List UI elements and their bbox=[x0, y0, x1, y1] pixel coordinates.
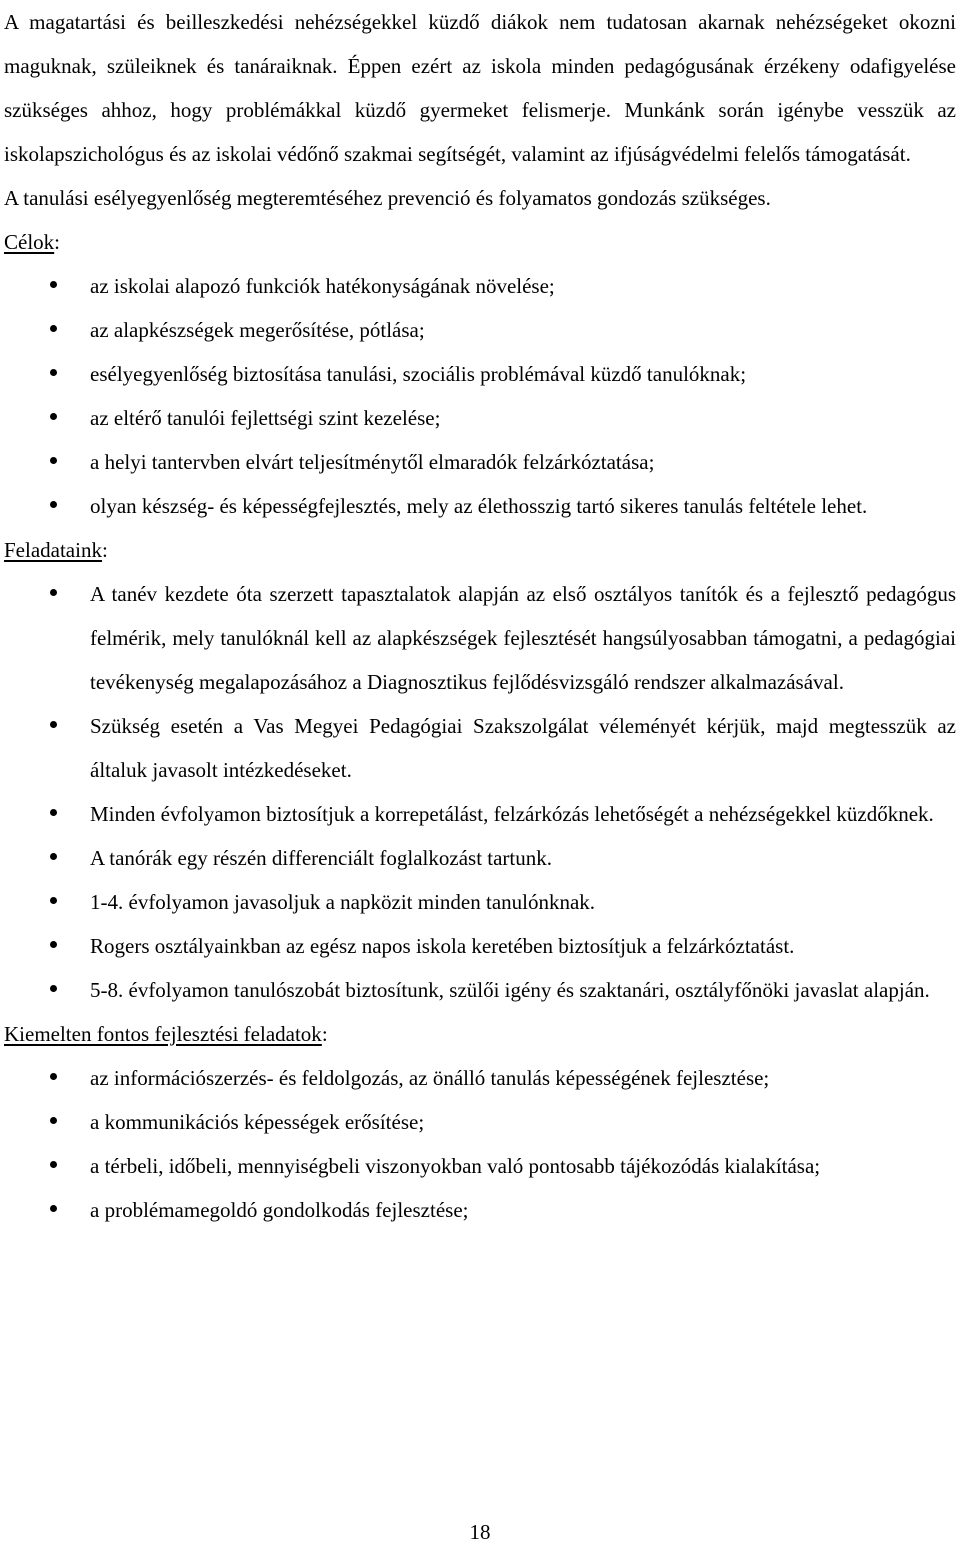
list-item bbox=[4, 836, 956, 880]
list-item bbox=[4, 880, 956, 924]
list-item-text: az iskolai alapozó funkciók hatékonyságának növelése; bbox=[90, 274, 555, 298]
list-item-text: az alapkészségek megerősítése, pótlása; bbox=[90, 318, 425, 342]
list-item-text: esélyegyenlőség biztosítása tanulási, szociális problémával küzdő tanulóknak; bbox=[90, 362, 747, 386]
kiemelt-heading-colon: : bbox=[321, 1022, 328, 1046]
list-item-text: Szükség esetén a Vas Megyei Pedagógiai Szakszolgálat véleményét kérjük, majd megtesszük az általuk javasolt intézkedéseket. bbox=[90, 714, 956, 782]
list-item-text: 1-4. évfolyamon javasoljuk a napközit minden tanulónknak. bbox=[90, 890, 596, 914]
intro-paragraph: A magatartási és beilleszkedési nehézségekkel küzdő diákok nem tudatosan akarnak nehézségeket okozni maguknak, szüleiknek és tanáraiknak. Éppen ezért az iskola minden pedagógusának érzékeny odafigyelése szükséges ahhoz, hogy problémákkal küzdő gyermeket felismerje. Munkánk során igénybe vesszük az iskolapszichológus és az iskolai védőnő szakmai segítségét, valamint az ifjúságvédelmi felelős támogatását. bbox=[4, 10, 956, 166]
bullet-icon bbox=[50, 1073, 57, 1080]
list-item bbox=[4, 308, 956, 352]
intro-paragraph-2: A tanulási esélyegyenlőség megteremtéséhez prevenció és folyamatos gondozás szükséges. bbox=[4, 186, 771, 210]
bullet-icon bbox=[50, 457, 57, 464]
list-item bbox=[4, 1100, 956, 1144]
bullet-icon bbox=[50, 369, 57, 376]
list-item bbox=[4, 792, 956, 836]
bullet-icon bbox=[50, 853, 57, 860]
bullet-icon bbox=[50, 1161, 57, 1168]
bullet-icon bbox=[50, 897, 57, 904]
celok-heading-colon: : bbox=[54, 230, 61, 254]
feladataink-list bbox=[4, 572, 956, 1012]
bullet-icon bbox=[50, 809, 57, 816]
list-item bbox=[4, 440, 956, 484]
list-item bbox=[4, 704, 956, 792]
bullet-icon bbox=[50, 985, 57, 992]
list-item-text: olyan készség- és képességfejlesztés, mely az élethosszig tartó sikeres tanulás feltétele lehet. bbox=[90, 494, 868, 518]
list-item bbox=[4, 572, 956, 704]
list-item bbox=[4, 968, 956, 1012]
kiemelt-heading bbox=[4, 1012, 956, 1056]
list-item-text: A tanév kezdete óta szerzett tapasztalatok alapján az első osztályos tanítók és a fejlesztő pedagógus felmérik, mely tanulóknál kell az alapkészségek fejlesztését hangsúlyosabban támogatni, a pedagógiai tevékenység megalapozásához a Diagnosztikus fejlődésvizsgáló rendszer alkalmazásával. bbox=[90, 582, 956, 694]
list-item-text: a térbeli, időbeli, mennyiségbeli viszonyokban való pontosabb tájékozódás kialakítása; bbox=[90, 1154, 821, 1178]
feladataink-heading bbox=[4, 528, 956, 572]
list-item bbox=[4, 924, 956, 968]
list-item-text: 5-8. évfolyamon tanulószobát biztosítunk, szülői igény és szaktanári, osztályfőnöki javaslat alapján. bbox=[90, 978, 930, 1002]
list-item-text: az információszerzés- és feldolgozás, az önálló tanulás képességének fejlesztése; bbox=[90, 1066, 770, 1090]
list-item bbox=[4, 396, 956, 440]
bullet-icon bbox=[50, 413, 57, 420]
bullet-icon bbox=[50, 1205, 57, 1212]
list-item-text: Rogers osztályainkban az egész napos iskola keretében biztosítjuk a felzárkóztatást. bbox=[90, 934, 795, 958]
bullet-icon bbox=[50, 1117, 57, 1124]
list-item-text: A tanórák egy részén differenciált foglalkozást tartunk. bbox=[90, 846, 553, 870]
bullet-icon bbox=[50, 721, 57, 728]
bullet-icon bbox=[50, 589, 57, 596]
list-item bbox=[4, 1144, 956, 1188]
list-item bbox=[4, 1188, 956, 1232]
bullet-icon bbox=[50, 941, 57, 948]
list-item bbox=[4, 264, 956, 308]
list-item bbox=[4, 1056, 956, 1100]
feladataink-heading-text: Feladataink bbox=[4, 538, 102, 562]
list-item-text: a problémamegoldó gondolkodás fejlesztése; bbox=[90, 1198, 469, 1222]
page-number: 18 bbox=[469, 1520, 491, 1544]
list-item-text: a kommunikációs képességek erősítése; bbox=[90, 1110, 425, 1134]
feladataink-heading-colon: : bbox=[101, 538, 108, 562]
bullet-icon bbox=[50, 281, 57, 288]
list-item-text: a helyi tantervben elvárt teljesítménytől elmaradók felzárkóztatása; bbox=[90, 450, 655, 474]
list-item-text: az eltérő tanulói fejlettségi szint kezelése; bbox=[90, 406, 441, 430]
kiemelt-heading-text: Kiemelten fontos fejlesztési feladatok bbox=[4, 1022, 322, 1046]
kiemelt-list bbox=[4, 1056, 956, 1232]
celok-heading bbox=[4, 220, 956, 264]
list-item bbox=[4, 484, 956, 528]
page-content bbox=[4, 0, 956, 1232]
list-item bbox=[4, 352, 956, 396]
celok-heading-text: Célok bbox=[4, 230, 55, 254]
bullet-icon bbox=[50, 501, 57, 508]
list-item-text: Minden évfolyamon biztosítjuk a korrepetálást, felzárkózás lehetőségét a nehézségekkel küzdőknek. bbox=[90, 802, 934, 826]
bullet-icon bbox=[50, 325, 57, 332]
celok-list bbox=[4, 264, 956, 528]
